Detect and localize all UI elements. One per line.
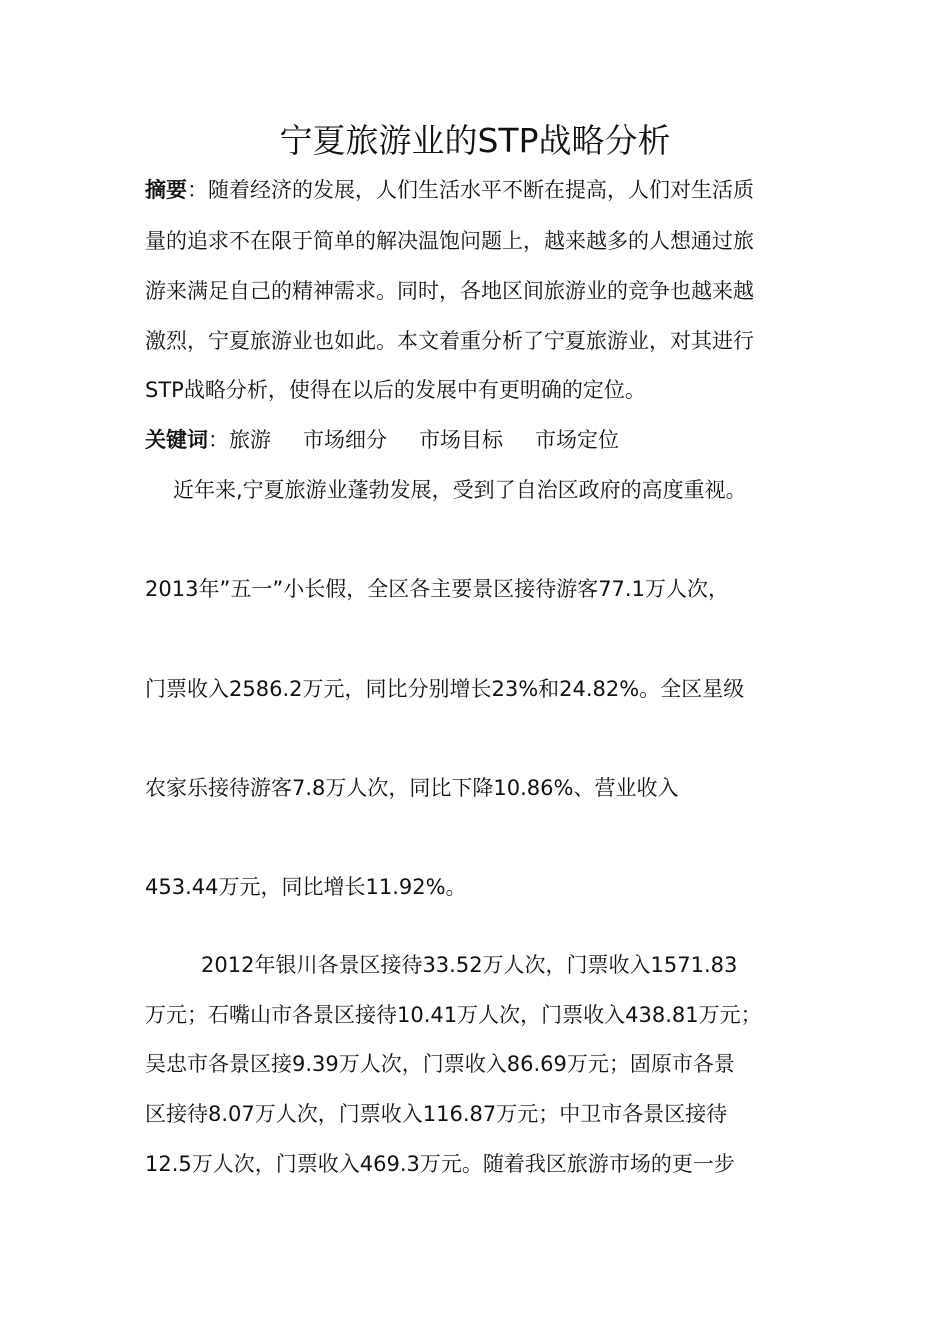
body-p2-line-3: 吴忠市各景区接9.39万人次，门票收入86.69万元；固原市各景 <box>145 1052 735 1076</box>
abstract-line-2: 量的追求不在限于简单的解决温饱问题上，越来越多的人想通过旅 <box>145 229 754 253</box>
body-p1-line-2: 2013年”五一”小长假，全区各主要景区接待游客77.1万人次， <box>145 577 729 601</box>
body-p1-line-4: 农家乐接待游客7.8万人次，同比下降10.86%、营业收入 <box>145 776 679 800</box>
body-p1-line-5: 453.44万元，同比增长11.92%。 <box>145 875 467 899</box>
keyword-item: 市场目标 <box>419 428 503 452</box>
document-title: 宁夏旅游业的STP战略分析 <box>279 121 671 160</box>
abstract-line-1 <box>145 175 754 205</box>
body-p2-line-2: 万元；石嘴山市各景区接待10.41万人次，门票收入438.81万元； <box>145 1003 762 1027</box>
abstract-label: 摘要 <box>145 178 187 202</box>
keywords-line <box>145 425 619 455</box>
abstract-line-4: 激烈，宁夏旅游业也如此。本文着重分析了宁夏旅游业，对其进行 <box>145 329 754 353</box>
abstract-text: 随着经济的发展，人们生活水平不断在提高，人们对生活质 <box>208 178 754 202</box>
keyword-item: 旅游 <box>229 428 271 452</box>
abstract-colon: ： <box>187 178 208 202</box>
abstract-line-5: STP战略分析，使得在以后的发展中有更明确的定位。 <box>145 378 646 402</box>
keywords-colon: ： <box>208 428 229 452</box>
body-p2-line-5: 12.5万人次，门票收入469.3万元。随着我区旅游市场的更一步 <box>145 1152 735 1176</box>
keyword-item: 市场细分 <box>303 428 387 452</box>
keyword-item: 市场定位 <box>535 428 619 452</box>
body-p1-line-1: 近年来,宁夏旅游业蓬勃发展，受到了自治区政府的高度重视。 <box>173 478 747 502</box>
keywords-label: 关键词 <box>145 428 208 452</box>
body-p2-line-4: 区接待8.07万人次，门票收入116.87万元；中卫市各景区接待 <box>145 1102 728 1126</box>
body-p1-line-3: 门票收入2586.2万元，同比分别增长23%和24.82%。全区星级 <box>145 677 745 701</box>
abstract-line-3: 游来满足自己的精神需求。同时，各地区间旅游业的竞争也越来越 <box>145 279 754 303</box>
body-p2-line-1: 2012年银川各景区接待33.52万人次，门票收入1571.83 <box>201 953 738 977</box>
